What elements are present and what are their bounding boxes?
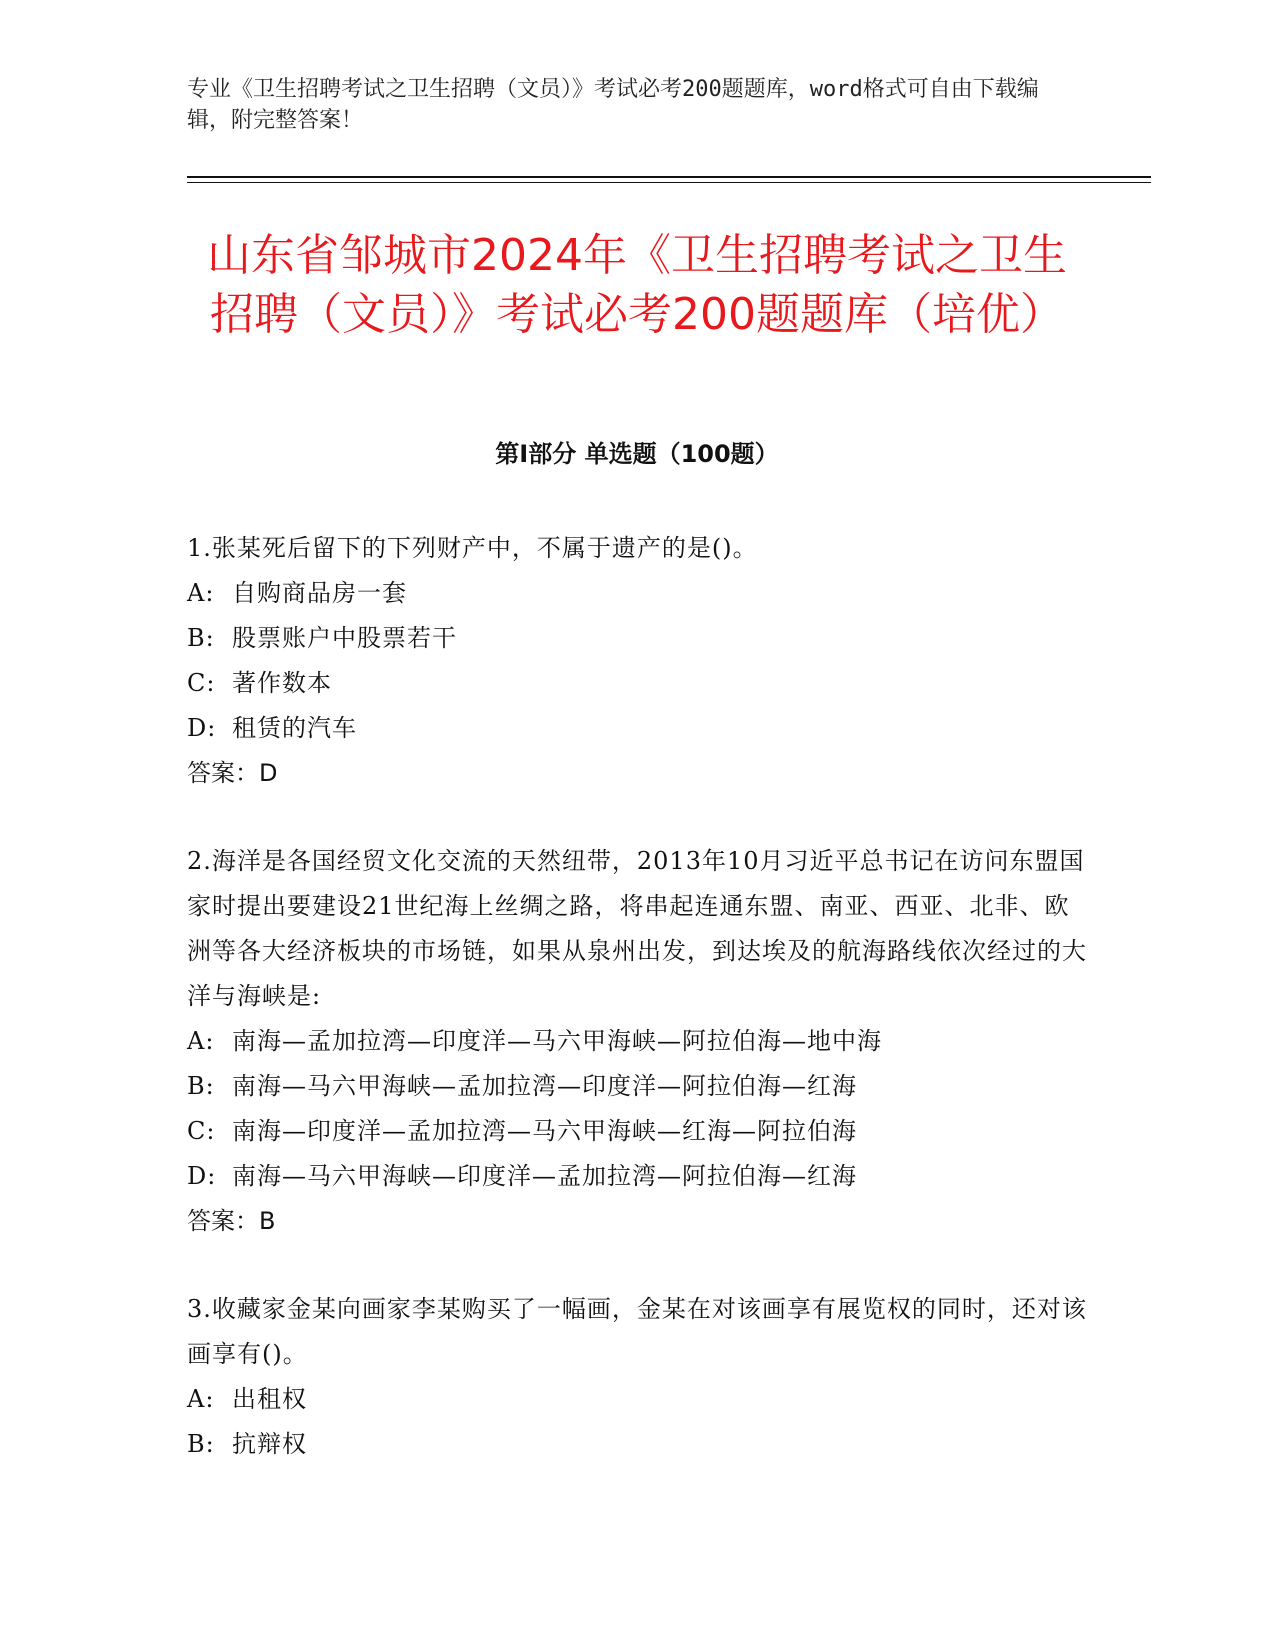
option-row	[187, 661, 1087, 706]
question-item	[187, 1287, 1087, 1467]
option-text: 著作数本	[232, 669, 332, 697]
question-list	[187, 526, 1087, 1510]
header-divider	[187, 176, 1151, 178]
option-row	[187, 706, 1087, 751]
question-stem: 1.张某死后留下的下列财产中，不属于遗产的是()。	[187, 534, 758, 562]
option-text: 股票账户中股票若干	[232, 624, 457, 652]
section-title: 第Ⅰ部分 单选题（100题）	[495, 440, 779, 468]
option-key: C:	[187, 1117, 216, 1145]
option-text: 南海—印度洋—孟加拉湾—马六甲海峡—红海—阿拉伯海	[232, 1117, 857, 1145]
option-key: A:	[187, 1385, 215, 1413]
option-text: 出租权	[232, 1385, 307, 1413]
option-key: A:	[187, 579, 215, 607]
option-text: 南海—马六甲海峡—印度洋—孟加拉湾—阿拉伯海—红海	[232, 1162, 857, 1190]
option-key: A:	[187, 1027, 215, 1055]
option-text: 抗辩权	[232, 1430, 307, 1458]
option-row	[187, 1019, 1087, 1064]
option-text: 租赁的汽车	[232, 714, 357, 742]
option-row	[187, 571, 1087, 616]
option-text: 南海—马六甲海峡—孟加拉湾—印度洋—阿拉伯海—红海	[232, 1072, 857, 1100]
question-item	[187, 526, 1087, 796]
option-text: 自购商品房一套	[232, 579, 407, 607]
option-text: 南海—孟加拉湾—印度洋—马六甲海峡—阿拉伯海—地中海	[232, 1027, 882, 1055]
option-row	[187, 616, 1087, 661]
option-key: B:	[187, 624, 215, 652]
option-key: D:	[187, 1162, 217, 1190]
header-note: 专业《卫生招聘考试之卫生招聘（文员）》考试必考200题题库，word格式可自由下载编辑，附完整答案！	[187, 77, 1039, 133]
option-row	[187, 1109, 1087, 1154]
answer-line: 答案：D	[187, 759, 278, 787]
option-key: B:	[187, 1430, 215, 1458]
option-row	[187, 1377, 1087, 1422]
question-stem: 2.海洋是各国经贸文化交流的天然纽带，2013年10月习近平总书记在访问东盟国家时提出要建设21世纪海上丝绸之路，将串起连通东盟、南亚、西亚、北非、欧洲等各大经济板块的市场链，如果从泉州出发，到达埃及的航海路线依次经过的大洋与海峡是:	[187, 847, 1087, 1010]
question-stem: 3.收藏家金某向画家李某购买了一幅画，金某在对该画享有展览权的同时，还对该画享有()。	[187, 1295, 1087, 1368]
option-key: D:	[187, 714, 217, 742]
option-row	[187, 1422, 1087, 1467]
question-item	[187, 839, 1087, 1244]
header-divider-thin	[187, 182, 1151, 183]
option-row	[187, 1064, 1087, 1109]
document-title: 山东省邹城市2024年《卫生招聘考试之卫生招聘（文员）》考试必考200题题库（培优）	[207, 230, 1067, 340]
answer-line: 答案：B	[187, 1207, 276, 1235]
option-row	[187, 1154, 1087, 1199]
option-key: B:	[187, 1072, 215, 1100]
option-key: C:	[187, 669, 216, 697]
